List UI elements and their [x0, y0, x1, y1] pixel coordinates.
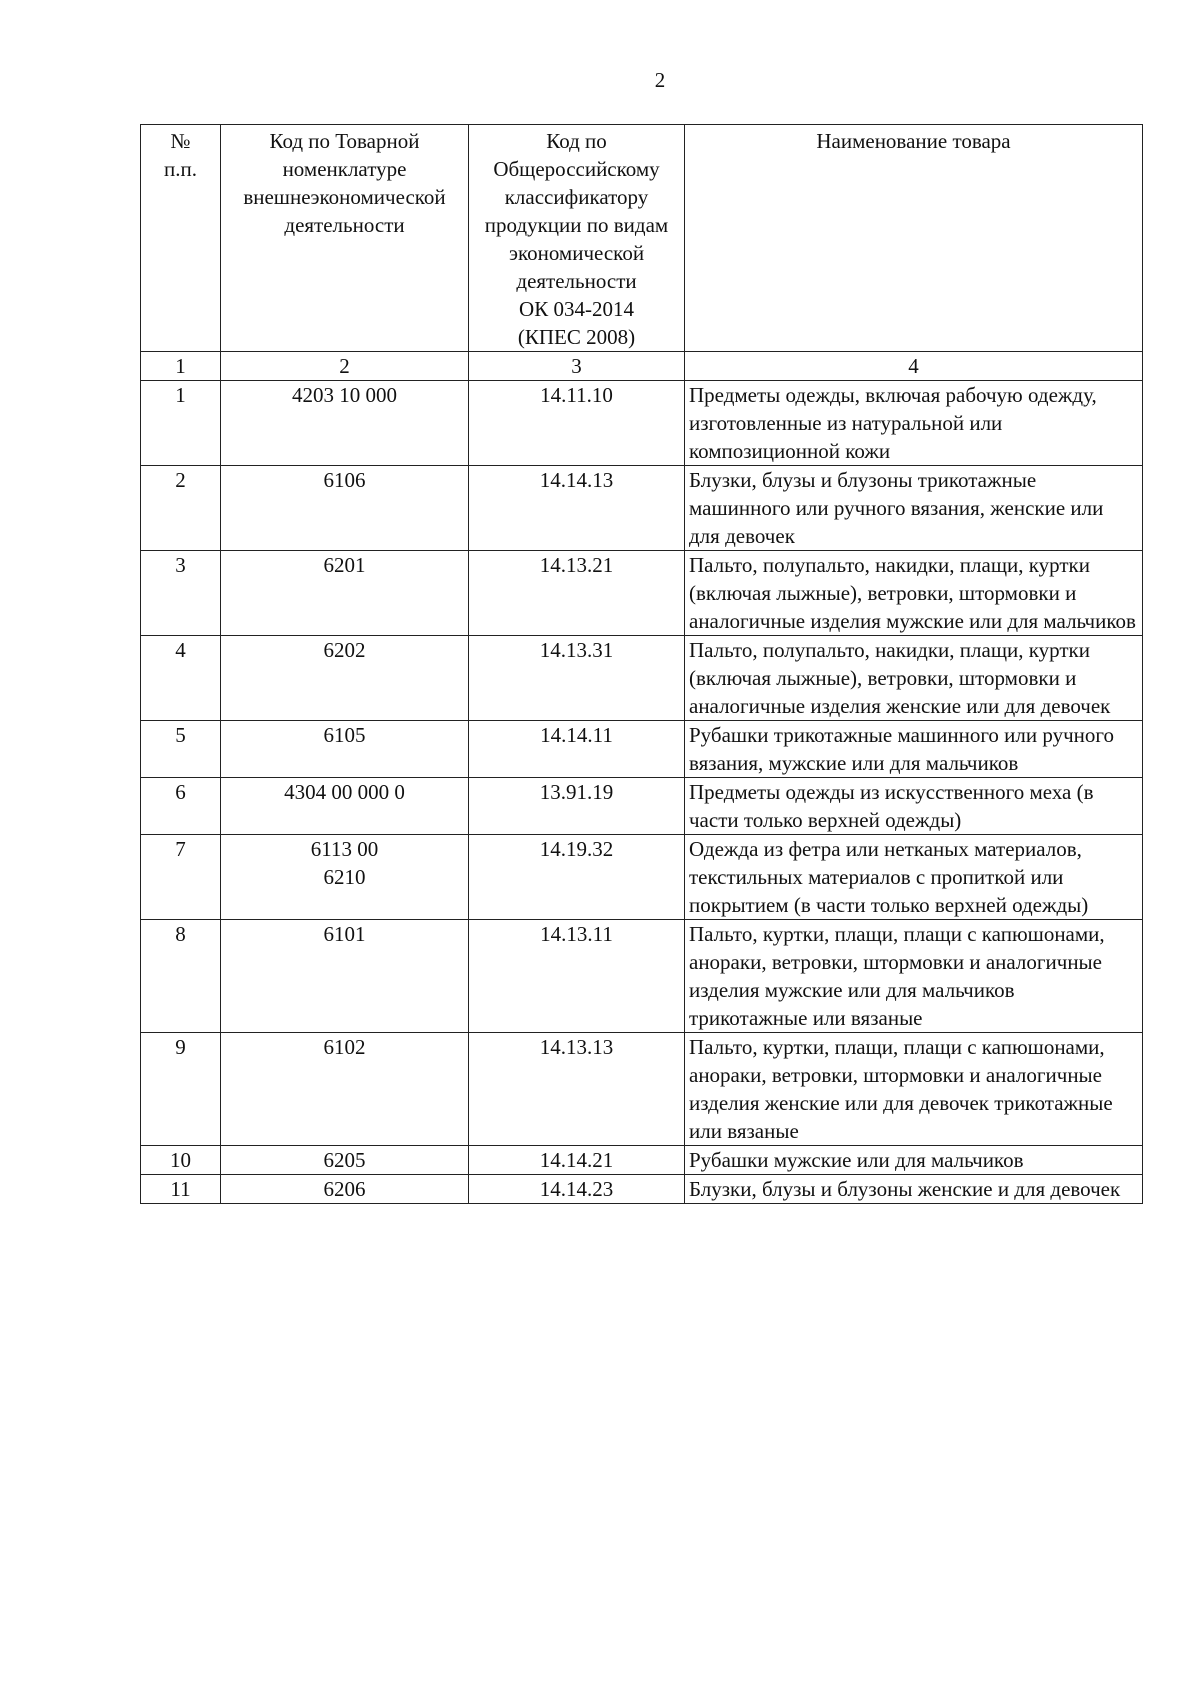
row-goods-name: Блузки, блузы и блузоны трикотажные машинного или ручного вязания, женские или для девочек: [685, 466, 1143, 551]
column-number: 2: [221, 352, 469, 381]
row-num: 11: [141, 1175, 221, 1204]
header-name: Наименование товара: [685, 125, 1143, 352]
column-number: 3: [469, 352, 685, 381]
row-okpd-code: 14.14.23: [469, 1175, 685, 1204]
row-goods-name: Пальто, куртки, плащи, плащи с капюшонами, анораки, ветровки, штормовки и аналогичные изделия женские или для девочек трикотажные или вязаные: [685, 1033, 1143, 1146]
header-tnved: Код по Товарной номенклатуре внешнеэкономической деятельности: [221, 125, 469, 352]
row-num: 1: [141, 381, 221, 466]
row-tnved-code: 6101: [221, 920, 469, 1033]
row-goods-name: Предметы одежды из искусственного меха (в части только верхней одежды): [685, 778, 1143, 835]
row-tnved-code: 6113 00 6210: [221, 835, 469, 920]
row-okpd-code: 13.91.19: [469, 778, 685, 835]
table-row: [141, 778, 1143, 835]
row-okpd-code: 14.13.31: [469, 636, 685, 721]
row-num: 5: [141, 721, 221, 778]
row-tnved-code: 6106: [221, 466, 469, 551]
row-num: 6: [141, 778, 221, 835]
row-okpd-code: 14.14.11: [469, 721, 685, 778]
row-goods-name: Пальто, полупальто, накидки, плащи, куртки (включая лыжные), ветровки, штормовки и аналогичные изделия мужские или для мальчиков: [685, 551, 1143, 636]
header-row: [141, 125, 1143, 352]
table-row: [141, 1146, 1143, 1175]
row-tnved-code: 6206: [221, 1175, 469, 1204]
row-num: 9: [141, 1033, 221, 1146]
row-tnved-code: 4304 00 000 0: [221, 778, 469, 835]
row-okpd-code: 14.13.21: [469, 551, 685, 636]
header-okpd: Код по Общероссийскому классификатору продукции по видам экономической деятельности ОК 034-2014 (КПЕС 2008): [469, 125, 685, 352]
row-tnved-code: 4203 10 000: [221, 381, 469, 466]
row-goods-name: Одежда из фетра или нетканых материалов, текстильных материалов с пропиткой или покрытием (в части только верхней одежды): [685, 835, 1143, 920]
row-tnved-code: 6105: [221, 721, 469, 778]
row-okpd-code: 14.19.32: [469, 835, 685, 920]
column-numbers-row: [141, 352, 1143, 381]
column-number: 1: [141, 352, 221, 381]
row-okpd-code: 14.11.10: [469, 381, 685, 466]
row-tnved-code: 6102: [221, 1033, 469, 1146]
table-row: [141, 920, 1143, 1033]
row-goods-name: Рубашки трикотажные машинного или ручного вязания, мужские или для мальчиков: [685, 721, 1143, 778]
row-num: 3: [141, 551, 221, 636]
row-num: 2: [141, 466, 221, 551]
goods-table: [140, 124, 1143, 1204]
row-tnved-code: 6205: [221, 1146, 469, 1175]
column-number: 4: [685, 352, 1143, 381]
table-row: [141, 551, 1143, 636]
table-row: [141, 835, 1143, 920]
row-tnved-code: 6201: [221, 551, 469, 636]
row-okpd-code: 14.14.13: [469, 466, 685, 551]
row-tnved-code: 6202: [221, 636, 469, 721]
table-row: [141, 1033, 1143, 1146]
row-goods-name: Блузки, блузы и блузоны женские и для девочек: [685, 1175, 1143, 1204]
table-row: [141, 381, 1143, 466]
table-row: [141, 721, 1143, 778]
row-num: 8: [141, 920, 221, 1033]
row-okpd-code: 14.14.21: [469, 1146, 685, 1175]
table-row: [141, 1175, 1143, 1204]
row-goods-name: Пальто, куртки, плащи, плащи с капюшонами, анораки, ветровки, штормовки и аналогичные изделия мужские или для мальчиков трикотажные или вязаные: [685, 920, 1143, 1033]
row-okpd-code: 14.13.11: [469, 920, 685, 1033]
table-row: [141, 466, 1143, 551]
row-goods-name: Пальто, полупальто, накидки, плащи, куртки (включая лыжные), ветровки, штормовки и аналогичные изделия женские или для девочек: [685, 636, 1143, 721]
row-num: 4: [141, 636, 221, 721]
table-row: [141, 636, 1143, 721]
row-goods-name: Рубашки мужские или для мальчиков: [685, 1146, 1143, 1175]
page-number: 2: [654, 68, 666, 92]
row-okpd-code: 14.13.13: [469, 1033, 685, 1146]
header-num: № п.п.: [141, 125, 221, 352]
row-num: 7: [141, 835, 221, 920]
row-goods-name: Предметы одежды, включая рабочую одежду, изготовленные из натуральной или композиционной кожи: [685, 381, 1143, 466]
row-num: 10: [141, 1146, 221, 1175]
